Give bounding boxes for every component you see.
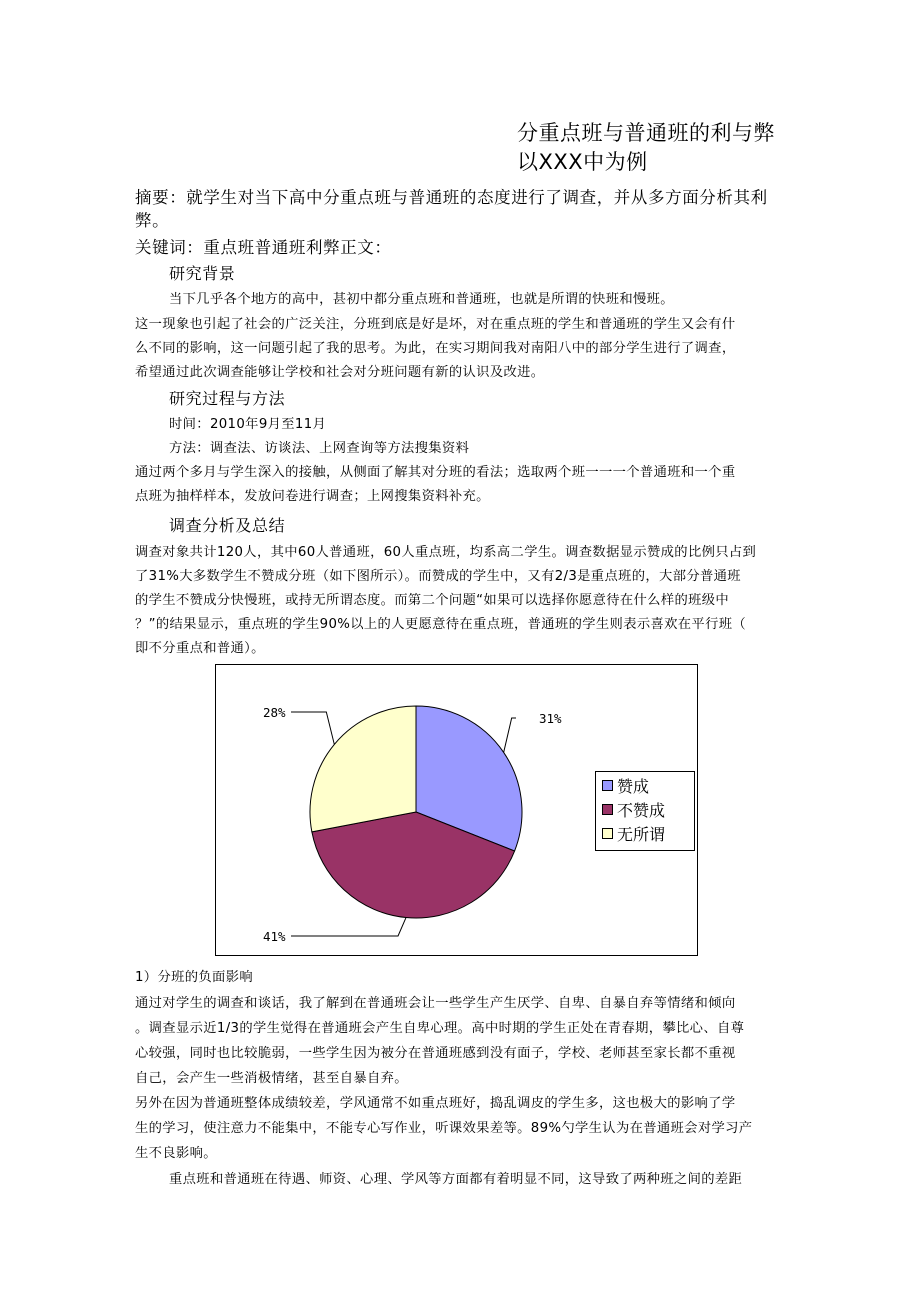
paragraph-line: 的学生不赞成分快慢班，或持无所谓态度。而第二个问题“如果可以选择你愿意待在什么样的班级中 (135, 593, 730, 608)
legend-item-agree (602, 776, 649, 798)
page-subtitle: 以XXX中为例 (517, 150, 648, 174)
paragraph-line: 时间：2010年9月至11月 (169, 417, 327, 432)
paragraph-line: 心较强，同时也比较脆弱，一些学生因为被分在普通班感到没有面子，学校、老师甚至家长都不重视 (135, 1046, 736, 1061)
paragraph-line: 生的学习，使注意力不能集中，不能专心写作业，听课效果差等。89%勺学生认为在普通班会对学习产 (135, 1121, 753, 1136)
pie-label-disagree: 41% (263, 929, 286, 944)
pie-leader-line (291, 712, 334, 744)
subsection-heading: 1）分班的负面影响 (135, 970, 253, 985)
legend-label: 赞成 (617, 777, 650, 796)
paragraph-line: 生不良影响。 (135, 1146, 217, 1161)
paragraph-line: 通过对学生的调查和谈话，我了解到在普通班会让一些学生产生厌学、自卑、自暴自弃等情绪和倾向 (135, 996, 736, 1011)
paragraph-line: 即不分重点和普通）。 (135, 641, 265, 656)
paragraph-line: 调查对象共计120人，其中60人普通班，60人重点班，均系高二学生。调查数据显示赞成的比例只占到 (135, 545, 757, 560)
chart-legend (595, 771, 695, 851)
paragraph-line: 另外在因为普通班整体成绩较差，学风通常不如重点班好，捣乱调皮的学生多，这也极大的影响了学 (135, 1096, 736, 1111)
paragraph-line: 方法：调查法、访谈法、上网查询等方法搜集资料 (169, 441, 470, 456)
paragraph-line: 这一现象也引起了社会的广泛关注，分班到底是好是坏，对在重点班的学生和普通班的学生又会有什 (135, 317, 736, 332)
paragraph-line: 。调查显示近1/3的学生觉得在普通班会产生自卑心理。高中时期的学生正处在青春期，攀比心、自尊 (135, 1021, 745, 1036)
legend-label: 不赞成 (617, 801, 666, 820)
paragraph-line: 点班为抽样样本，发放问卷进行调查；上网搜集资料补充。 (135, 489, 490, 504)
pie-chart (215, 664, 698, 956)
legend-item-indifferent (602, 824, 665, 846)
pie-label-indifferent: 28% (263, 705, 286, 720)
paragraph-line: 么不同的影响，这一问题引起了我的思考。为此，在实习期间我对南阳八中的部分学生进行了调查， (135, 341, 736, 356)
paragraph-line: 了31%大多数学生不赞成分班（如下图所示）。而赞成的学生中，又有2/3是重点班的，大部分普通班 (135, 569, 741, 584)
section-heading: 研究过程与方法 (169, 389, 286, 408)
page-title: 分重点班与普通班的利与弊 (517, 121, 775, 145)
pie-slice-2 (310, 706, 416, 832)
paragraph-line: ？”的结果显示，重点班的学生90%以上的人更愿意待在重点班，普通班的学生则表示喜欢在平行班（ (135, 617, 747, 632)
abstract-line: 弊。 (135, 211, 170, 230)
pie-leader-line (504, 718, 516, 752)
legend-swatch (602, 780, 613, 791)
legend-swatch (602, 828, 613, 839)
paragraph-line: 通过两个多月与学生深入的接触，从侧面了解其对分班的看法；选取两个班一一一个普通班和一个重 (135, 465, 736, 480)
paragraph-line: 重点班和普通班在待遇、师资、心理、学风等方面都有着明显不同，这导致了两种班之间的差距 (169, 1172, 743, 1187)
section-heading: 调查分析及总结 (169, 516, 286, 535)
paragraph-line: 自己，会产生一些消极情绪，甚至自暴自弃。 (135, 1071, 408, 1086)
legend-swatch (602, 804, 613, 815)
section-heading: 研究背景 (169, 264, 236, 283)
abstract-line: 摘要：就学生对当下高中分重点班与普通班的态度进行了调查，并从多方面分析其利 (135, 188, 768, 207)
pie-label-agree: 31% (539, 711, 562, 726)
legend-item-disagree (602, 800, 665, 822)
paragraph-line: 希望通过此次调查能够让学校和社会对分班问题有新的认识及改进。 (135, 365, 545, 380)
pie-leader-line (291, 918, 406, 936)
paragraph-line: 当下几乎各个地方的高中，甚初中都分重点班和普通班，也就是所谓的快班和慢班。 (169, 292, 674, 307)
legend-label: 无所谓 (617, 825, 666, 844)
keywords: 关键词：重点班普通班利弊正文： (135, 238, 392, 257)
